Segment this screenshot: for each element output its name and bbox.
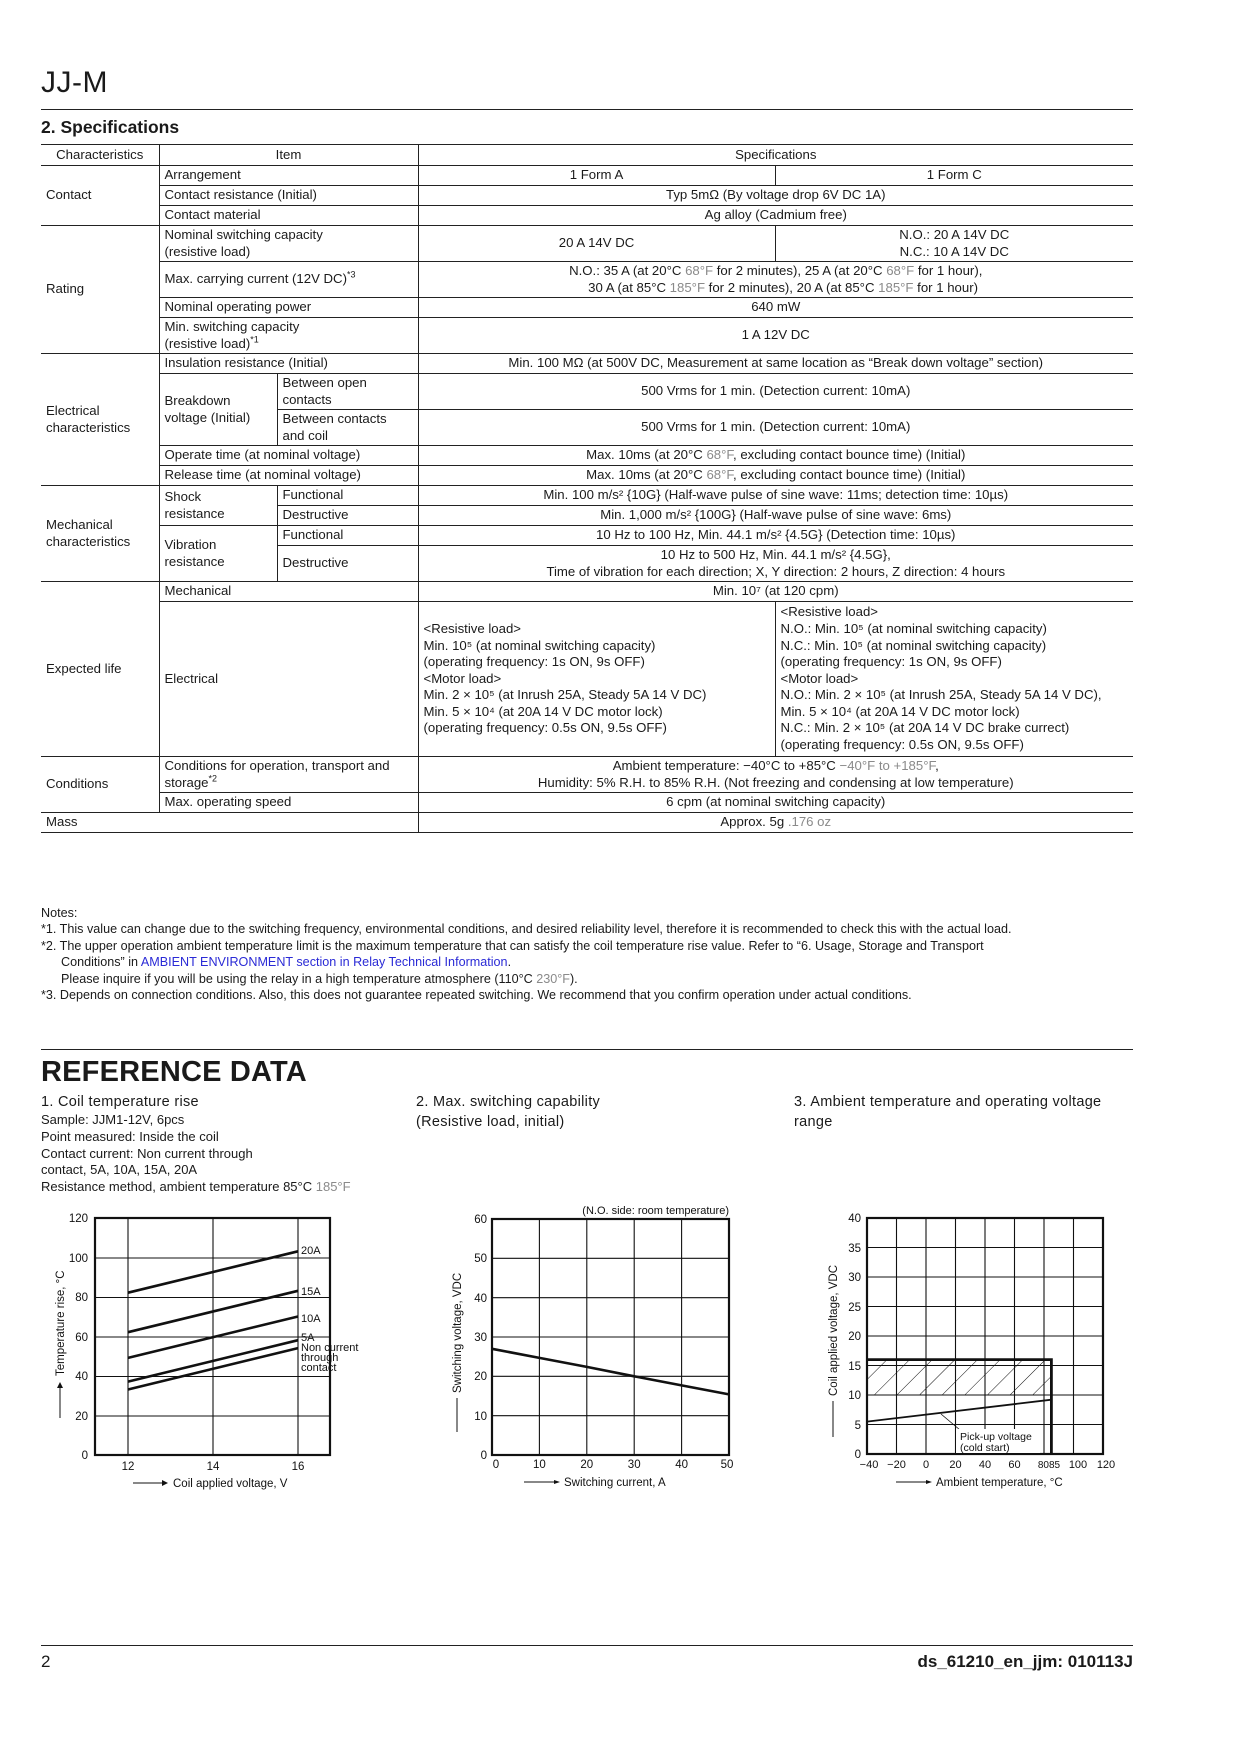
table-row <box>41 226 1133 262</box>
svg-text:80: 80 <box>75 1292 88 1304</box>
svg-text:20: 20 <box>75 1411 88 1423</box>
spec-value: 500 Vrms for 1 min. (Detection current: 10mA) <box>418 410 1133 446</box>
item-label: Insulation resistance (Initial) <box>159 354 418 374</box>
table-row <box>41 602 1133 757</box>
chart2-annotation: (N.O. side: room temperature) <box>582 1205 729 1217</box>
spec-value: Ag alloy (Cadmium free) <box>418 206 1133 226</box>
chart1-xlabel: Coil applied voltage, V <box>173 1478 288 1490</box>
item-label-breakdown: Breakdown voltage (Initial) <box>159 374 277 446</box>
spec-value: 640 mW <box>418 298 1133 318</box>
svg-text:15: 15 <box>848 1361 861 1373</box>
svg-text:(cold start): (cold start) <box>960 1442 1010 1454</box>
table-row <box>41 582 1133 602</box>
spec-value: Ambient temperature: −40°C to +85°C −40°F to +185°F, Humidity: 5% R.H. to 85% R.H. (Not freezing and condensing at low temperature) <box>418 757 1133 793</box>
spec-value: 1 Form C <box>775 166 1133 186</box>
spec-value: Min. 100 MΩ (at 500V DC, Measurement at same location as “Break down voltage” section) <box>418 354 1133 374</box>
svg-text:0: 0 <box>81 1450 88 1462</box>
svg-text:50: 50 <box>474 1253 487 1265</box>
svg-text:40: 40 <box>848 1213 861 1225</box>
svg-text:8085: 8085 <box>1037 1460 1061 1471</box>
item-label: Min. switching capacity (resistive load)$^{*1}$ <box>159 318 418 354</box>
svg-text:10A: 10A <box>301 1313 321 1325</box>
spec-value: 10 Hz to 100 Hz, Min. 44.1 m/s² {4.5G} (Detection time: 10µs) <box>418 526 1133 546</box>
reference-data-title: REFERENCE DATA <box>41 1056 307 1088</box>
table-row <box>41 486 1133 506</box>
svg-text:35: 35 <box>848 1243 861 1255</box>
item-label: Release time (at nominal voltage) <box>159 466 418 486</box>
spec-value-form-c: <Resistive load> N.O.: Min. 10⁵ (at nominal switching capacity) N.C.: Min. 10⁵ (at nominal switching capacity) (operating frequency: 1s ON, 9s OFF) <Motor load> N.O.: Min. 2 × 10⁵ (at Inrush 25A, Steady 5A 14 V DC), Min. 5 × 10⁴ (at 20A 14 V DC motor lock) N.C.: Min. 2 × 10⁵ (at 20A 14 V DC brake currect) (operating frequency: 0.5s ON, 9.5s OFF) <box>775 602 1133 757</box>
spec-value: 500 Vrms for 1 min. (Detection current: 10mA) <box>418 374 1133 410</box>
note-3: *3. Depends on connection conditions. Also, this does not guarantee repeated switching. We recommend that you confirm operation under actual conditions. <box>41 988 912 1003</box>
subitem-label: Functional <box>277 526 418 546</box>
svg-text:16: 16 <box>291 1461 305 1473</box>
notes <box>41 905 1151 1003</box>
item-label: Electrical <box>159 602 418 757</box>
table-row <box>41 318 1133 354</box>
chart2-xlabel: Switching current, A <box>564 1477 666 1489</box>
svg-text:12: 12 <box>121 1461 135 1473</box>
svg-text:0: 0 <box>922 1459 930 1471</box>
spec-value: Min. 1,000 m/s² {100G} (Half-wave pulse of sine wave: 6ms) <box>418 506 1133 526</box>
group-expected-life: Expected life <box>41 582 159 757</box>
item-label: Contact resistance (Initial) <box>159 186 418 206</box>
svg-text:10: 10 <box>474 1411 487 1423</box>
table-row <box>41 298 1133 318</box>
item-label: Max. carrying current (12V DC)$^{*3}$ <box>159 262 418 298</box>
chart1-desc: Sample: JJM1-12V, 6pcs Point measured: Inside the coil Contact current: Non current through contact, 5A, 10A, 15A, 20A Resistance method, ambient temperature 85°C 185°F <box>41 1112 351 1195</box>
table-row <box>41 446 1133 466</box>
spec-value: 1 A 12V DC <box>418 318 1133 354</box>
svg-text:0: 0 <box>492 1459 500 1471</box>
svg-text:15A: 15A <box>301 1286 321 1298</box>
svg-text:40: 40 <box>75 1371 88 1383</box>
svg-text:−40: −40 <box>859 1459 879 1471</box>
note-2: *2. The upper operation ambient temperature limit is the maximum temperature that can satisfy the coil temperature rise value. Refer to “6. Usage, Storage and Transport <box>41 938 984 953</box>
subitem-label: Destructive <box>277 506 418 526</box>
chart2-max-switching-capability <box>440 1200 760 1500</box>
svg-text:30: 30 <box>848 1272 861 1284</box>
subitem-label: Between contacts and coil <box>277 410 418 446</box>
svg-text:20: 20 <box>848 1331 861 1343</box>
header-characteristics: Characteristics <box>41 145 159 166</box>
page-number: 2 <box>41 1652 51 1671</box>
chart3-xlabel: Ambient temperature, °C <box>936 1477 1063 1489</box>
table-row <box>41 757 1133 793</box>
svg-text:120: 120 <box>1096 1459 1116 1471</box>
svg-text:40: 40 <box>474 1293 487 1305</box>
subitem-label: Functional <box>277 486 418 506</box>
svg-text:20: 20 <box>580 1459 594 1471</box>
svg-text:100: 100 <box>68 1253 88 1265</box>
note-2-inquire: Please inquire if you will be using the relay in a high temperature atmosphere (110°C 230°F). <box>61 971 578 986</box>
item-label: Arrangement <box>159 166 418 186</box>
chart1-title: 1. Coil temperature rise <box>41 1094 199 1110</box>
table-row <box>41 813 1133 833</box>
group-conditions: Conditions <box>41 757 159 813</box>
table-row <box>41 262 1133 298</box>
header-item: Item <box>159 145 418 166</box>
chart1-coil-temperature-rise <box>40 1200 390 1500</box>
svg-text:0: 0 <box>480 1450 487 1462</box>
footer-rule <box>41 1645 1133 1646</box>
pickup-voltage-label: Pick-up voltage <box>960 1431 1032 1443</box>
svg-text:30: 30 <box>474 1332 487 1344</box>
svg-text:10: 10 <box>533 1459 546 1471</box>
spec-value: N.O.: 20 A 14V DC N.C.: 10 A 14V DC <box>775 226 1133 262</box>
item-label: Max. operating speed <box>159 793 418 813</box>
chart3-ambient-temperature-voltage-range <box>820 1200 1150 1500</box>
table-row <box>41 206 1133 226</box>
svg-text:contact: contact <box>301 1362 337 1374</box>
spec-value: 6 cpm (at nominal switching capacity) <box>418 793 1133 813</box>
group-electrical: Electrical characteristics <box>41 354 159 486</box>
item-label: Nominal switching capacity (resistive load) <box>159 226 418 262</box>
svg-text:60: 60 <box>1008 1459 1021 1471</box>
group-mechanical: Mechanical characteristics <box>41 486 159 582</box>
note-2-cont: Conditions” in AMBIENT ENVIRONMENT section in Relay Technical Information. <box>61 955 512 970</box>
svg-text:100: 100 <box>1068 1459 1088 1471</box>
svg-text:50: 50 <box>720 1459 734 1471</box>
table-row <box>41 374 1133 410</box>
spec-value: Typ 5mΩ (By voltage drop 6V DC 1A) <box>418 186 1133 206</box>
item-label: Contact material <box>159 206 418 226</box>
svg-text:Non current: Non current <box>301 1342 359 1354</box>
table-header-row <box>41 145 1133 166</box>
spec-value: 10 Hz to 500 Hz, Min. 44.1 m/s² {4.5G}, Time of vibration for each direction; X, Y direction: 2 hours, Z direction: 4 hours <box>418 546 1133 582</box>
table-row <box>41 793 1133 813</box>
subitem-label: Destructive <box>277 546 418 582</box>
svg-text:40: 40 <box>675 1459 688 1471</box>
svg-text:10: 10 <box>848 1390 861 1402</box>
chart1-caption <box>41 1092 381 1196</box>
item-label-vibration: Vibration resistance <box>159 526 277 582</box>
svg-text:20: 20 <box>474 1371 487 1383</box>
spec-value: Min. 10⁷ (at 120 cpm) <box>418 582 1133 602</box>
item-label: Mechanical <box>159 582 418 602</box>
section-title-specifications: 2. Specifications <box>41 117 180 137</box>
item-label-shock: Shock resistance <box>159 486 277 526</box>
svg-text:0: 0 <box>854 1449 861 1461</box>
chart2-ylabel: Switching voltage, VDC <box>452 1272 464 1393</box>
svg-text:5A: 5A <box>301 1332 315 1344</box>
item-label-mass: Mass <box>41 813 418 833</box>
svg-text:20A: 20A <box>301 1245 321 1257</box>
group-rating: Rating <box>41 226 159 354</box>
spec-value: 20 A 14V DC <box>418 226 775 262</box>
table-row <box>41 166 1133 186</box>
spec-value: Approx. 5g .176 oz <box>418 813 1133 833</box>
svg-text:40: 40 <box>978 1459 992 1471</box>
chart3-caption: 3. Ambient temperature and operating voltage range <box>794 1094 1102 1130</box>
reference-rule <box>41 1049 1133 1050</box>
ambient-environment-link[interactable]: AMBIENT ENVIRONMENT section in Relay Technical Information <box>140 955 508 970</box>
specifications-table <box>41 144 1133 833</box>
spec-value: Min. 100 m/s² {10G} (Half-wave pulse of sine wave: 11ms; detection time: 10µs) <box>418 486 1133 506</box>
spec-value: Max. 10ms (at 20°C 68°F, excluding contact bounce time) (Initial) <box>418 446 1133 466</box>
spec-value-form-a: <Resistive load> Min. 10⁵ (at nominal switching capacity) (operating frequency: 1s ON, 9s OFF) <Motor load> Min. 2 × 10⁵ (at Inrush 25A, Steady 5A 14 V DC) Min. 5 × 10⁴ (at 20A 14 V DC motor lock) (operating frequency: 0.5s ON, 9.5s OFF) <box>418 602 775 757</box>
header-specifications: Specifications <box>418 145 1133 166</box>
chart1-ylabel: Temperature rise, °C <box>55 1270 67 1376</box>
spec-value: 1 Form A <box>418 166 775 186</box>
svg-text:20: 20 <box>949 1459 962 1471</box>
table-row <box>41 186 1133 206</box>
item-label: Operate time (at nominal voltage) <box>159 446 418 466</box>
svg-text:−20: −20 <box>887 1459 906 1471</box>
svg-text:25: 25 <box>848 1302 861 1314</box>
item-label: Conditions for operation, transport and storage$^{*2}$ <box>159 757 418 793</box>
svg-text:120: 120 <box>68 1213 88 1225</box>
table-row <box>41 526 1133 546</box>
svg-text:60: 60 <box>75 1332 88 1344</box>
svg-text:through: through <box>301 1352 339 1364</box>
table-row <box>41 354 1133 374</box>
svg-text:5: 5 <box>854 1420 861 1432</box>
item-label: Nominal operating power <box>159 298 418 318</box>
notes-heading: Notes: <box>41 906 78 920</box>
header-rule <box>41 109 1133 110</box>
svg-text:30: 30 <box>627 1459 641 1471</box>
model-title: JJ-M <box>41 66 108 99</box>
chart3-ylabel: Coil applied voltage, VDC <box>828 1264 840 1396</box>
spec-value: N.O.: 35 A (at 20°C 68°F for 2 minutes), 25 A (at 20°C 68°F for 1 hour), 30 A (at 85°C 185°F for 2 minutes), 20 A (at 85°C 185°F for 1 hour) <box>418 262 1133 298</box>
svg-text:60: 60 <box>474 1214 487 1226</box>
spec-value: Max. 10ms (at 20°C 68°F, excluding contact bounce time) (Initial) <box>418 466 1133 486</box>
svg-text:14: 14 <box>206 1461 220 1473</box>
group-contact: Contact <box>41 166 159 226</box>
subitem-label: Between open contacts <box>277 374 418 410</box>
table-row <box>41 466 1133 486</box>
document-id: ds_61210_en_jjm: 010113J <box>917 1652 1133 1671</box>
chart2-caption: 2. Max. switching capability (Resistive load, initial) <box>416 1094 601 1130</box>
note-1: *1. This value can change due to the switching frequency, environmental conditions, and desired reliability level, therefore it is recommended to check this with the actual load. <box>41 922 1012 937</box>
